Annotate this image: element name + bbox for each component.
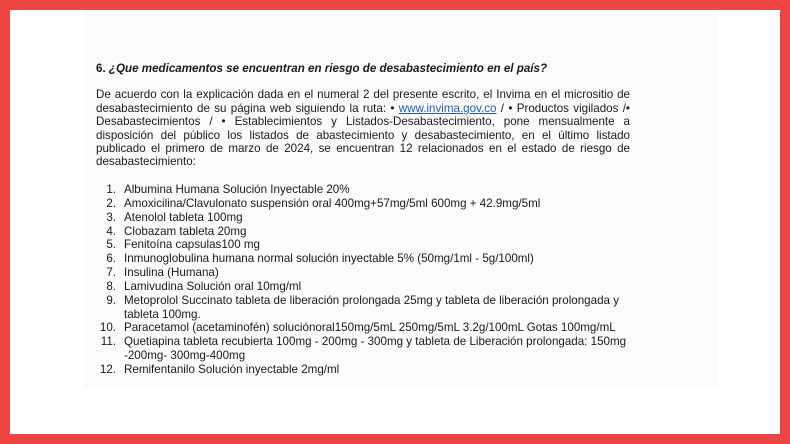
- list-item: [96, 183, 630, 196]
- list-item-number: 8.: [106, 280, 116, 294]
- list-item-text: Remifentanilo Solución inyectable 2mg/ml: [124, 362, 340, 376]
- list-item-text: Insulina (Humana): [124, 266, 219, 280]
- list-item: [96, 335, 630, 362]
- paragraph-text-after-link: / • Productos vigilados /• Desabastecimientos / • Establecimientos y Listados-Desabastecimiento, pone mensualmente a disposición del público los listados de abastecimiento y desabastecimiento, en el último listado publicado el primero de marzo de 2024, se encuentran 12 relacionados en el estado de riesgo de desabastecimiento:: [96, 101, 630, 169]
- list-item-number: 1.: [106, 182, 116, 196]
- intro-paragraph: [96, 88, 630, 168]
- list-item-text: Albumina Humana Solución Inyectable 20%: [124, 182, 350, 196]
- list-item-number: 6.: [106, 252, 116, 266]
- invima-link[interactable]: www.invima.gov.co: [398, 101, 497, 115]
- list-item: [96, 321, 630, 334]
- list-item-text: Paracetamol (acetaminofén) soluciónoral150mg/5mL 250mg/5mL 3.2g/100mL Gotas 100mg/mL: [124, 321, 616, 335]
- list-item-text: Inmunoglobulina humana normal solución inyectable 5% (50mg/1ml - 5g/100ml): [124, 252, 534, 266]
- list-item-text: Lamivudina Solución oral 10mg/ml: [124, 280, 302, 294]
- document-content: [96, 62, 630, 377]
- list-item-number: 2.: [106, 196, 116, 210]
- section-question: ¿Que medicamentos se encuentran en riesgo de desabastecimiento en el país?: [108, 62, 548, 75]
- list-item-number: 12.: [99, 362, 116, 376]
- list-item: [96, 211, 630, 224]
- list-item: [96, 266, 630, 279]
- paragraph-text-before-link: De acuerdo con la explicación dada en el numeral 2 del presente escrito, el Invima en el micrositio de desabastecimiento de su página web siguiendo la ruta: •: [96, 88, 630, 115]
- list-item-number: 7.: [106, 266, 116, 280]
- list-item: [96, 294, 630, 321]
- list-item-number: 9.: [106, 294, 116, 308]
- section-number: 6.: [96, 62, 106, 75]
- list-item-text: Fenitoína capsulas100 mg: [124, 238, 260, 252]
- list-item: [96, 238, 630, 251]
- list-item-number: 4.: [106, 224, 116, 238]
- list-item-number: 11.: [100, 335, 116, 349]
- list-item: [96, 225, 630, 238]
- list-item-text: Atenolol tableta 100mg: [124, 210, 243, 224]
- list-item-text: Metoprolol Succinato tableta de liberación prolongada 25mg y tableta de liberación prolongada y tableta 100mg.: [124, 294, 619, 321]
- medication-list: [96, 183, 630, 376]
- list-item: [96, 252, 630, 265]
- list-item-number: 3.: [106, 210, 116, 224]
- section-heading: [96, 62, 630, 75]
- list-item: [96, 280, 630, 293]
- list-item: [96, 197, 630, 210]
- list-item-number: 5.: [106, 238, 116, 252]
- list-item: [96, 363, 630, 376]
- list-item-text: Amoxicilina/Clavulonato suspensión oral 400mg+57mg/5ml 600mg + 42.9mg/5ml: [124, 196, 541, 210]
- list-item-text: Quetiapina tableta recubierta 100mg - 200mg - 300mg y tableta de Liberación prolongada: 150mg -200mg- 300mg-400mg: [124, 335, 627, 362]
- list-item-number: 10.: [99, 321, 116, 335]
- list-item-text: Clobazam tableta 20mg: [124, 224, 247, 238]
